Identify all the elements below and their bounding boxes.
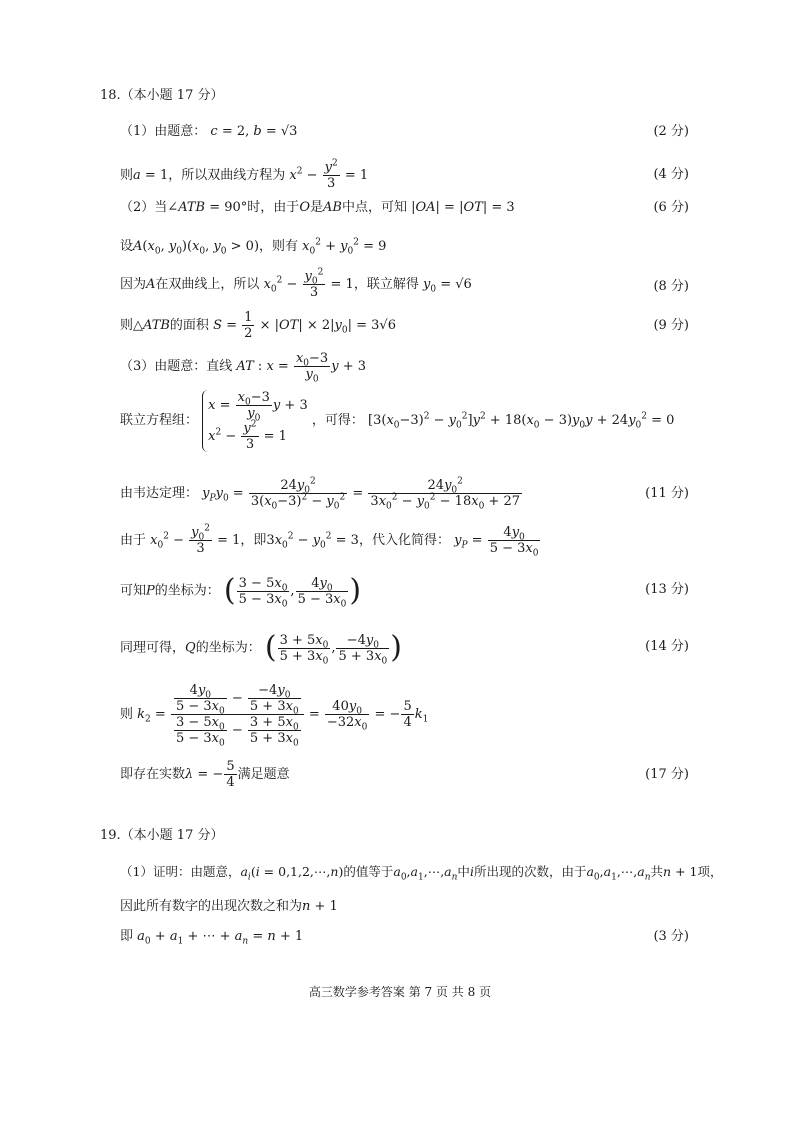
score-14: (14 分)	[645, 639, 689, 654]
score-17: (17 分)	[645, 767, 689, 782]
equation-system: x = $\frac{x_0-3}{y_0}$ y + 3 $x^2$ − $\frac{y^2}{3}$ = 1	[202, 390, 308, 452]
q18-q-coord-line: 同理可得，Q的坐标为： ( $\frac{3 + 5x_0}{5 + 3x_0}$ , $\frac{-4y_0}{5 + 3x_0}$ )	[120, 630, 402, 667]
score-6: (6 分)	[653, 200, 689, 215]
q19-sum-line: 因此所有数字的出现次数之和为n + 1	[120, 899, 338, 914]
math-quadratic: $[3(x_0-3)^2 - y_0^2]y^2 + 18(x_0 - 3)y_0y + 24y_0^2 = 0$	[368, 411, 675, 431]
math-oa-ot: |OA| = |OT| = 3	[411, 200, 515, 215]
score-11: (11 分)	[645, 486, 689, 501]
q18-set-line: 设$A(x_0$, $y_0)(x_0$, $y_0 > 0$)，则有 $x_0^2 + y_0^2 = 9$	[120, 237, 387, 257]
q18-area-line: 则△ATB的面积 S = $\frac{1}{2}$ × $|OT| \times 2|y_0| = 3√6$	[120, 310, 396, 341]
q18-k2-line: 则 $k_2$ = $\frac{4y_0}{5 - 3x_0}$ − $\frac{-4y_0}{5 + 3x_0}$ $\frac{3 - 5x_0}{5 - 3x_0}$ − $\frac{3 + 5x_0}{5 + 3x_0}$ = $\frac{40y_0}{-32x_0}$ = − $\frac{5}{4}$ $k_1$	[120, 683, 429, 749]
q18-part1-line: （1）由题意： c = 2, b = √3	[120, 124, 298, 139]
score-13: (13 分)	[645, 582, 689, 597]
score-2: (2 分)	[653, 124, 689, 139]
q19-header: 19.（本小题 17 分）	[100, 828, 224, 843]
q18-header: 18.（本小题 17 分）	[100, 88, 224, 103]
q18-since-line: 由于 $x_0^2$ − $\frac{y_0^2}{3}$ = 1，即$3x_0^2 - y_0^2 = 3$，代入化简得： $y_P$ = $\frac{4y_0}{5 - 3x_0}$	[120, 523, 539, 559]
q18-part2-line: （2）当∠ATB = 90°时，由于O是AB中点，可知 |OA| = |OT| = 3	[120, 200, 515, 215]
q18-system-line: 联立方程组： x = $\frac{x_0-3}{y_0}$ y + 3 $x^2$ − $\frac{y^2}{3}$ = 1 ，可得： $[3(x_0-3)^2 - y_0^2]y^2 + 18(x_0 - 3)y_0y + 24y_0^2 = 0$	[120, 390, 675, 452]
math-y0: $y_0 = √6$	[422, 277, 472, 295]
q18-final-line: 即存在实数λ = − $\frac{5}{4}$ 满足题意	[120, 759, 290, 790]
math-hyperbola-eq: $x^2$ − $\frac{y^2}{3}$ = 1	[289, 158, 369, 191]
score-8: (8 分)	[653, 279, 689, 294]
q18-hyperbola-line: 则a = 1，所以双曲线方程为 $x^2$ − $\frac{y^2}{3}$ = 1	[120, 158, 369, 191]
score-3: (3 分)	[653, 929, 689, 944]
k2-compound-fraction: $\frac{4y_0}{5 - 3x_0}$ − $\frac{-4y_0}{5 + 3x_0}$ $\frac{3 - 5x_0}{5 - 3x_0}$ − $\frac{3 + 5x_0}{5 + 3x_0}$	[171, 683, 304, 746]
score-4: (4 分)	[653, 167, 689, 182]
score-9: (9 分)	[653, 318, 689, 333]
q19-proof-line: （1）证明：由题意，$a_i(i$ = 0,1,2,⋯,n)的值等于$a_0,a_1,\cdots,a_n$中i所出现的次数，由于$a_0,a_1,\cdots,a_n$共n + 1项，	[120, 864, 723, 883]
q18-vieta-line: 由韦达定理： $y_Py_0$ = $\frac{24y_0^2}{3(x_0-3)^2 - y_0^2}$ = $\frac{24y_0^2}{3x_0^2 - y_0^2 - 18x_0 + 27}$	[120, 476, 520, 512]
q18-p-coord-line: 可知P的坐标为： ( $\frac{3 - 5x_0}{5 - 3x_0}$ , $\frac{4y_0}{5 - 3x_0}$ )	[120, 573, 362, 610]
page-footer: 高三数学参考答案 第 7 页 共 8 页	[308, 985, 492, 999]
q18-because-line: 因为A在双曲线上，所以 $x_0^2$ − $\frac{y_0^2}{3}$ = 1，联立解得 $y_0 = √6$	[120, 267, 472, 300]
q18-part3-line: （3）由题意：直线 AT : x = $\frac{x_0-3}{y_0}$ y + 3	[120, 351, 366, 385]
q19-sum-eq-line: 即 $a_0 + a_1$ + ⋯ + $a_n = n + 1$	[120, 929, 304, 947]
math-c-b: c = 2, b = √3	[210, 124, 298, 139]
math-circle: $x_0^2 + y_0^2 = 9$	[302, 237, 387, 257]
